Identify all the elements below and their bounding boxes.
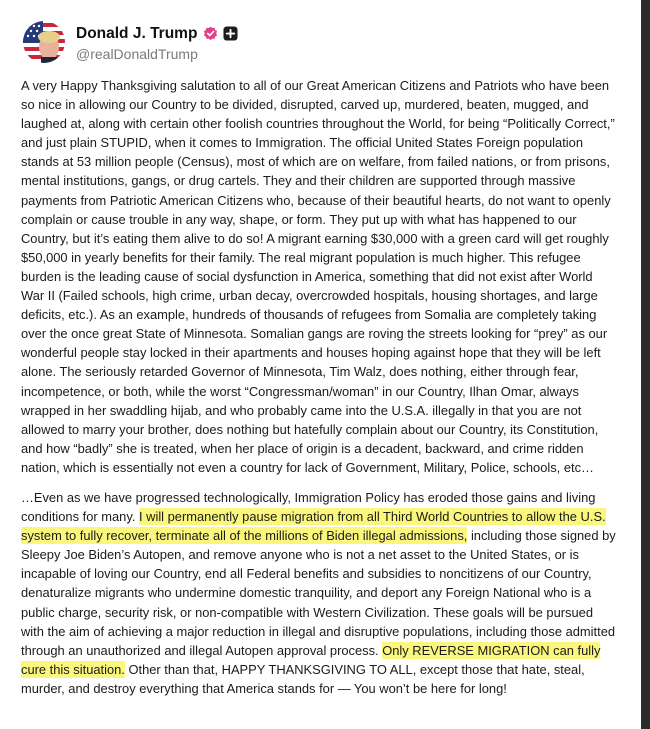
post-text-segment: …Even as we have progressed technologically, Immigration Policy has eroded those gains and living conditions for many.: [21, 489, 596, 525]
author-info: [76, 23, 238, 62]
avatar[interactable]: [23, 21, 65, 63]
post-text-segment: Other than that, HAPPY THANKSGIVING TO ALL, except those that hate, steal, murder, and destroy everything that America stands for — You won’t be here for long!: [21, 661, 585, 696]
verified-badge-icon: [203, 26, 218, 41]
post-paragraph-1: A very Happy Thanksgiving salutation to all of our Great American Citizens and Patriots who have been so nice in allowing our Country to be divided, disrupted, carved up, murdered, beaten, mugged, and laughed at, along with certain other foolish countries throughout the World, for being “Politically Correct,” and just plain STUPID, when it comes to Immigration. The official United States Foreign population stands at 53 million people (Census), most of which are on welfare, from failed nations, or from prisons, mental institutions, gangs, or drug cartels. They and their children are supported through massive payments from Patriotic American Citizens who, because of their beautiful hearts, do not want to openly complain or cause trouble in any way, shape, or form. They put up with what has happened to our Country, but it’s eating them alive to do so! A migrant earning $30,000 with a green card will get roughly $50,000 in yearly benefits for their family. The real migrant population is much higher. This refugee burden is the leading cause of social dysfunction in America, something that did not exist after World War II (Failed schools, high crime, urban decay, overcrowded hospitals, housing shortages, and large deficits, etc.). As an example, hundreds of thousands of refugees from Somalia are completely taking over the once great State of Minnesota. Somalian gangs are roving the streets looking for “prey” as our wonderful people stay locked in their apartments and houses hoping against hope that they will be left alone. The seriously retarded Governor of Minnesota, Tim Walz, does nothing, either through fear, incompetence, or both, while the worst “Congressman/woman” in our Country, Ilhan Omar, always wrapped in her swaddling hijab, and who probably came into the U.S.A. illegally in that you are not allowed to marry your brother, does nothing but hatefully complain about our Country, its Constitution, and how “badly” she is treated, when her place of origin is a decadent, backward, and crime ridden nation, which is essentially not even a country for lack of Government, Military, Police, schools, etc…: [21, 78, 615, 475]
user-handle[interactable]: @realDonaldTrump: [76, 45, 198, 62]
post-body: [21, 76, 617, 698]
highlighted-text: Only REVERSE MIGRATION can fully cure this situation.: [21, 642, 601, 677]
display-name[interactable]: Donald J. Trump: [76, 24, 198, 42]
highlighted-text: I will permanently pause migration from all Third World Countries to allow the U.S. system to fully recover, terminate all of the millions of Biden illegal admissions,: [21, 509, 606, 544]
post-text-segment: including those signed by Sleepy Joe Biden’s Autopen, and remove anyone who is not a net asset to the United States, or is incapable of loving our Country, end all Federal benefits and subsidies to noncitizens of our Country, denaturalize migrants who undermine domestic tranquility, and deport any Foreign National who is a public charge, security risk, or non-compatible with Western Civilization. These goals will be pursued with the aim of achieving a major reduction in illegal and disruptive populations, including those admitted through an unauthorized and illegal Autopen approval process.: [21, 528, 616, 658]
avatar-flag-icon: [23, 21, 65, 63]
post-header: [23, 18, 238, 66]
name-row: [76, 23, 238, 45]
post-paragraph-2: [21, 488, 617, 698]
window-edge: [641, 0, 650, 729]
plus-badge-icon: [223, 26, 238, 41]
